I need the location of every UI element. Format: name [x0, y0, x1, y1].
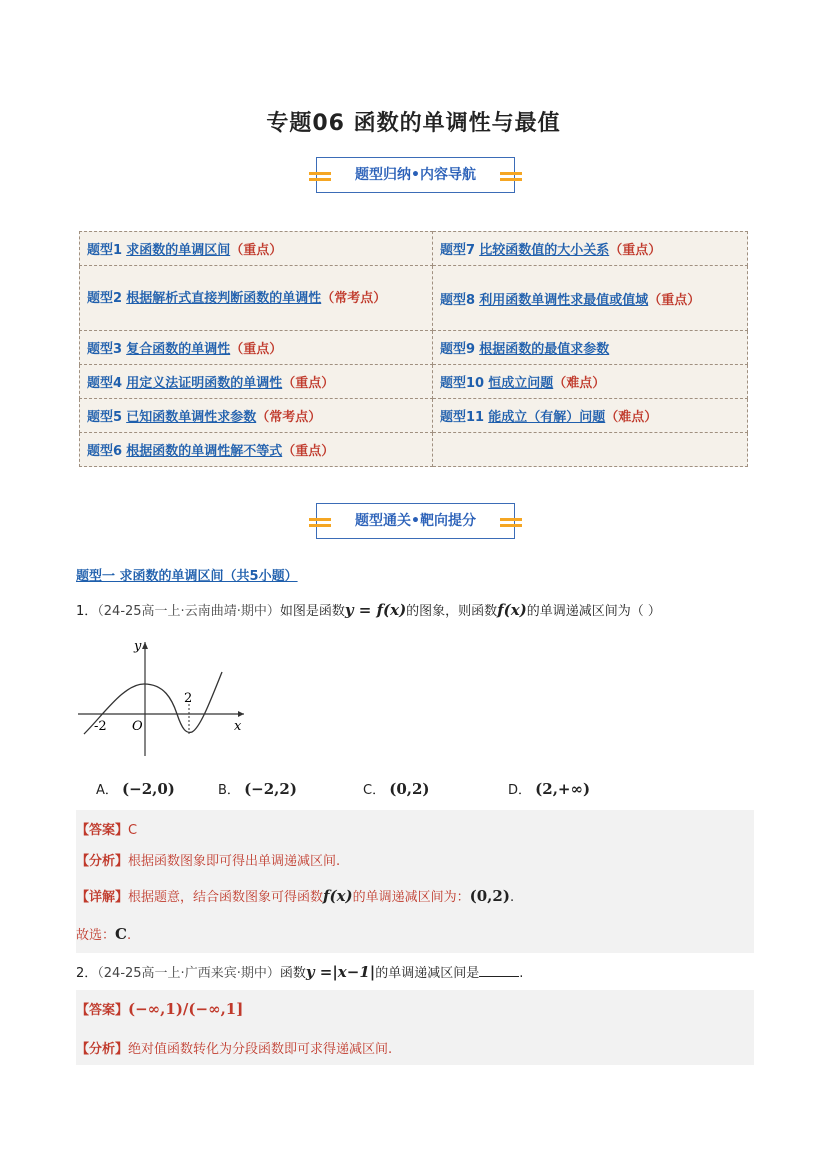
- math-expression: y =|x−1|: [305, 963, 376, 981]
- nav-cell: [433, 232, 748, 266]
- choose-row: [76, 924, 131, 943]
- question-number: 2．: [76, 966, 98, 981]
- question-source: （24-25高一上·云南曲靖·期中）: [97, 604, 280, 619]
- option-value: (0,2): [389, 780, 430, 798]
- option-b[interactable]: [218, 779, 297, 798]
- math-expression: y = f(x): [344, 601, 407, 619]
- x-axis-arrow: [238, 711, 244, 717]
- math-expression: f(x): [323, 887, 353, 905]
- nav-cell: [80, 399, 433, 433]
- answer-key: 【答案】: [76, 1003, 129, 1018]
- topic-tag: （常考点）: [256, 410, 322, 425]
- analysis-key: 【分析】: [76, 854, 129, 869]
- detail-text: .: [509, 890, 515, 905]
- detail-row: [76, 886, 514, 905]
- topic-link-5[interactable]: 已知函数单调性求参数: [126, 410, 257, 425]
- analysis-text: 根据函数图象即可得出单调递减区间.: [128, 854, 341, 869]
- analysis-text: 绝对值函数转化为分段函数即可求得递减区间.: [128, 1042, 393, 1057]
- topic-label: 题型8: [440, 292, 476, 308]
- banner-label: 题型通关•靶向提分: [355, 513, 476, 529]
- section-heading: 题型一 求函数的单调区间（共5小题）: [76, 569, 298, 584]
- topic-label: 题型5: [87, 410, 123, 425]
- topic-link-4[interactable]: 用定义法证明函数的单调性: [126, 376, 283, 391]
- option-letter: D．: [508, 783, 532, 798]
- topic-label: 题型3: [87, 342, 123, 357]
- question-text: 如图是函数: [279, 604, 345, 619]
- topic-label: 题型7: [440, 243, 476, 258]
- analysis-row: [76, 850, 340, 869]
- section-banner-navigation: [316, 157, 515, 193]
- answer-box-2: [76, 990, 754, 1065]
- detail-key: 【详解】: [76, 890, 129, 905]
- topic-tag: （常考点）: [321, 290, 387, 306]
- option-d[interactable]: [508, 779, 590, 798]
- origin-label: O: [132, 719, 143, 734]
- banner-decoration: [500, 178, 522, 181]
- topic-link-10[interactable]: 恒成立问题: [488, 376, 554, 391]
- topic-label: 题型10: [440, 376, 485, 391]
- y-axis-arrow: [142, 642, 148, 649]
- analysis-row: [76, 1038, 392, 1057]
- nav-cell: [80, 433, 433, 467]
- choose-value: C: [115, 925, 127, 943]
- choose-text: .: [126, 928, 132, 943]
- topic-navigation-table: [79, 231, 748, 467]
- topic-tag: （重点）: [230, 342, 283, 357]
- page-title: 专题06 函数的单调性与最值: [266, 111, 561, 136]
- topic-tag: （重点）: [609, 243, 662, 258]
- banner-decoration: [500, 172, 522, 175]
- nav-cell: [80, 266, 433, 331]
- y-label: y: [134, 639, 142, 654]
- question-number: 1．: [76, 604, 98, 619]
- section-banner-practice: [316, 503, 515, 539]
- nav-cell: [433, 266, 748, 331]
- nav-cell: [433, 331, 748, 365]
- option-value: (−2,2): [244, 780, 297, 798]
- nav-cell: [80, 331, 433, 365]
- topic-tag: （重点）: [648, 292, 701, 308]
- topic-label: 题型1: [87, 243, 123, 258]
- topic-link-11[interactable]: 能成立（有解）问题: [488, 410, 606, 425]
- banner-decoration: [500, 524, 522, 527]
- answer-row: [76, 999, 243, 1018]
- topic-label: 题型2: [87, 290, 123, 306]
- question-2: [76, 962, 523, 981]
- option-letter: B．: [218, 783, 240, 798]
- banner-decoration: [309, 178, 331, 181]
- tick-label-2: 2: [184, 691, 193, 706]
- nav-cell: [80, 365, 433, 399]
- math-expression: f(x): [497, 601, 527, 619]
- topic-label: 题型9: [440, 342, 476, 357]
- topic-label: 题型4: [87, 376, 123, 391]
- x-label: x: [234, 719, 242, 734]
- answer-box-1: [76, 810, 754, 953]
- topic-link-2[interactable]: 根据解析式直接判断函数的单调性: [126, 290, 322, 306]
- topic-link-3[interactable]: 复合函数的单调性: [126, 342, 231, 357]
- banner-decoration: [309, 518, 331, 521]
- option-value: (2,+∞): [535, 780, 591, 798]
- function-graph: [74, 634, 250, 760]
- topic-link-8[interactable]: 利用函数单调性求最值或值域: [479, 292, 649, 308]
- nav-cell: [433, 399, 748, 433]
- topic-link-7[interactable]: 比较函数值的大小关系: [479, 243, 610, 258]
- option-value: (−2,0): [122, 780, 175, 798]
- topic-tag: （重点）: [230, 243, 283, 258]
- question-text: 的单调递减区间为（ ）: [526, 604, 661, 619]
- option-letter: A．: [96, 783, 118, 798]
- nav-cell: [80, 232, 433, 266]
- topic-tag: （重点）: [282, 444, 335, 459]
- question-text: 的图象，则函数: [406, 604, 498, 619]
- topic-label: 题型6: [87, 444, 123, 459]
- banner-label: 题型归纳•内容导航: [355, 167, 476, 183]
- banner-decoration: [309, 524, 331, 527]
- question-text: 的单调递减区间是: [375, 966, 480, 981]
- topic-tag: （重点）: [282, 376, 335, 391]
- topic-link-9[interactable]: 根据函数的最值求参数: [479, 342, 610, 357]
- answer-row: [76, 819, 137, 838]
- question-1: [76, 600, 661, 619]
- math-expression: (0,2): [469, 887, 510, 905]
- tick-label-neg2: -2: [94, 719, 107, 734]
- nav-cell: [433, 365, 748, 399]
- answer-value: (−∞,1)/(−∞,1]: [128, 1000, 244, 1018]
- option-letter: C．: [363, 783, 386, 798]
- answer-value: C: [128, 823, 138, 838]
- option-a[interactable]: [96, 779, 175, 798]
- question-text: 函数: [279, 966, 306, 981]
- option-c[interactable]: [363, 779, 430, 798]
- choose-text: 故选：: [76, 928, 116, 943]
- banner-decoration: [309, 172, 331, 175]
- detail-text: 根据题意，结合函数图象可得函数: [128, 890, 324, 905]
- answer-key: 【答案】: [76, 823, 129, 838]
- topic-link-1[interactable]: 求函数的单调区间: [126, 243, 231, 258]
- topic-tag: （难点）: [605, 410, 658, 425]
- nav-cell-empty: [433, 433, 748, 467]
- analysis-key: 【分析】: [76, 1042, 129, 1057]
- detail-text: 的单调递减区间为：: [352, 890, 470, 905]
- answer-blank[interactable]: [479, 976, 519, 977]
- topic-link-6[interactable]: 根据函数的单调性解不等式: [126, 444, 283, 459]
- question-text: .: [519, 966, 524, 981]
- topic-tag: （难点）: [553, 376, 606, 391]
- topic-label: 题型11: [440, 410, 485, 425]
- banner-decoration: [500, 518, 522, 521]
- question-source: （24-25高一上·广西来宾·期中）: [97, 966, 280, 981]
